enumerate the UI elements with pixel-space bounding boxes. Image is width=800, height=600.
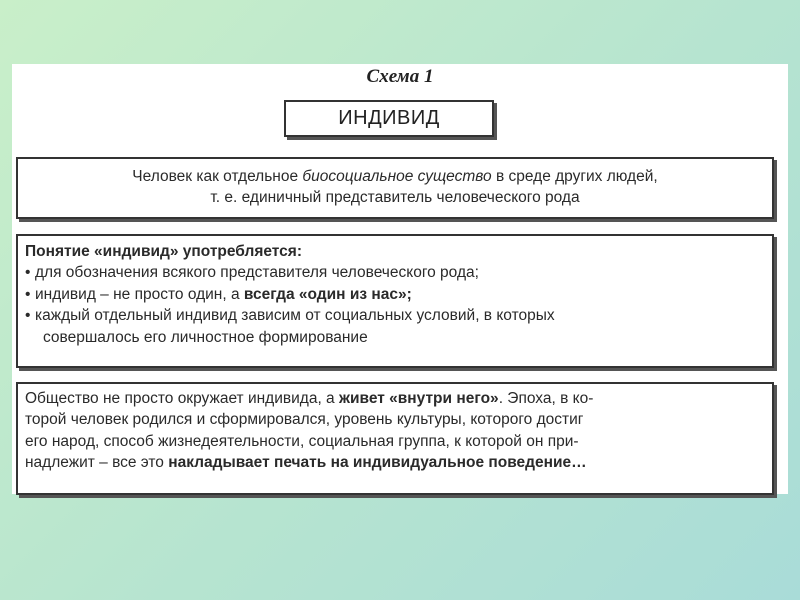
bullet-mark: •	[25, 264, 31, 282]
usage-bullet-3-continued: совершалось его личностное формирование	[43, 328, 368, 346]
society-text: Общество не просто окружает индивида, а	[25, 390, 339, 407]
society-bold: накладывает печать на индивидуальное поведение…	[168, 454, 587, 472]
usage-bullet-2	[25, 284, 764, 305]
usage-bullet-text: для обозначения всякого представителя человеческого рода;	[35, 264, 479, 282]
definition-box	[16, 157, 774, 219]
usage-bullet-text: индивид – не просто один, а	[35, 285, 244, 303]
usage-bullet-1	[25, 262, 764, 283]
society-text: . Эпоха, в ко-	[498, 390, 594, 407]
society-box	[16, 382, 774, 495]
usage-heading: Понятие «индивид» употребляется:	[25, 243, 303, 260]
usage-bullet-bold: всегда «один из нас»;	[243, 285, 412, 303]
definition-line-2: т. е. единичный представитель человеческого рода	[210, 189, 580, 207]
individual-title-box: ИНДИВИД	[284, 100, 494, 137]
society-line-1	[25, 388, 764, 409]
definition-line-1	[18, 166, 772, 187]
scheme-title: Схема 1	[366, 66, 434, 87]
usage-bullet-3	[25, 305, 764, 326]
definition-text: в среде других людей,	[491, 168, 658, 185]
society-line-2: торой человек родился и сформировался, уровень культуры, которого достиг	[25, 411, 584, 429]
bullet-mark: •	[25, 307, 31, 325]
society-text: надлежит – все это	[25, 454, 169, 472]
definition-text: Человек как отдельное	[132, 168, 303, 185]
usage-bullet-text: каждый отдельный индивид зависим от социальных условий, в которых	[35, 307, 555, 325]
society-bold: живет «внутри него»	[338, 390, 499, 407]
society-line-3: его народ, способ жизнедеятельности, социальная группа, к которой он при-	[25, 432, 579, 450]
bullet-mark: •	[25, 285, 31, 303]
definition-italic-term: биосоциальное существо	[302, 168, 492, 185]
society-line-4	[25, 452, 764, 473]
scheme-sheet	[12, 64, 788, 494]
usage-box	[16, 234, 774, 368]
